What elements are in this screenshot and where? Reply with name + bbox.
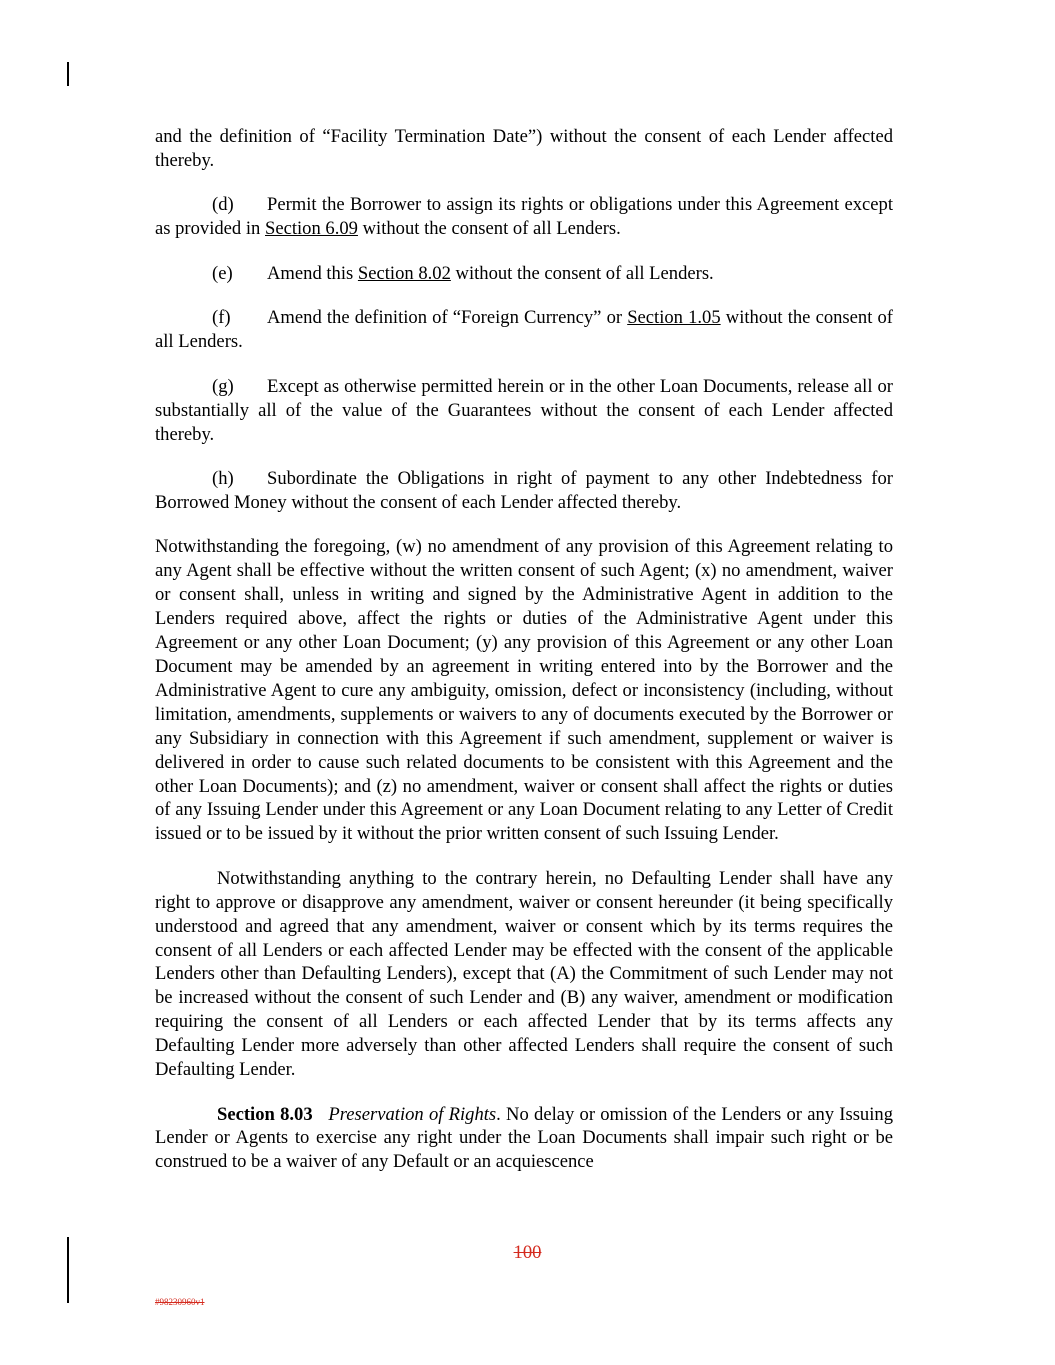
clause-f	[155, 306, 893, 354]
clause-f-text-post: without the consent of all Lenders.	[155, 307, 893, 353]
notwithstanding-foregoing-paragraph: Notwithstanding the foregoing, (w) no amendment of any provision of this Agreement relating to any Agent shall be effective without the written consent of such Agent; (x) no amendment, waiver or consent shall, unless in writing and signed by the Administrative Agent in addition to the Lenders required above, affect the rights or duties of the Administrative Agent under this Agreement or any other Loan Document; (y) any provision of this Agreement or any other Loan Document may be amended by an agreement in writing entered into by the Borrower and the Administrative Agent to cure any ambiguity, omission, defect or inconsistency (including, without limitation, amendments, supplements or waivers to any of documents executed by the Borrower or any Subsidiary in connection with this Agreement if such amendment, supplement or waiver is delivered in order to cause such related documents to be consistent with this Agreement and the other Loan Documents); and (z) no amendment, waiver or consent shall affect the rights or duties of any Issuing Lender under this Agreement or any Loan Document relating to any Letter of Credit issued or to be issued by it without the prior written consent of such Issuing Lender.	[155, 536, 893, 845]
clause-d	[155, 193, 893, 241]
clause-d-text-post: without the consent of all Lenders.	[357, 218, 621, 240]
clause-g-label: (g)	[212, 375, 234, 397]
document-id: #98230960v1	[155, 1297, 205, 1307]
section-1-05-reference: Section 1.05	[627, 307, 721, 329]
clause-f-label: (f)	[212, 307, 231, 329]
clause-e-label: (e)	[212, 262, 233, 284]
defaulting-lender-paragraph: Notwithstanding anything to the contrary herein, no Defaulting Lender shall have any right to approve or disapprove any amendment, waiver or consent hereunder (it being specifically understood and agreed that any amendment, waiver or consent which by its terms requires the consent of all Lenders or each affected Lender may be effected with the consent of the applicable Lenders other than Defaulting Lenders), except that (A) the Commitment of such Lender may not be increased without the consent of such Lender and (B) any waiver, amendment or modification requiring the consent of all Lenders or each affected Lender that by its terms affects any Defaulting Lender more adversely than other affected Lenders shall require the consent of such Defaulting Lender.	[155, 867, 893, 1081]
document-body	[155, 125, 893, 1195]
clause-e-text-pre: Amend this	[267, 262, 358, 284]
section-8-03-text: . No delay or omission of the Lenders or any Issuing Lender or Agents to exercise any right under the Loan Documents shall impair such right or be construed to be a waiver of any Default or an acquiescence	[155, 1103, 893, 1173]
section-8-02-reference: Section 8.02	[357, 262, 451, 284]
clause-h-text: Subordinate the Obligations in right of payment to any other Indebtedness for Borrowed Money without the consent of each Lender affected thereby.	[155, 468, 893, 513]
section-8-03-heading: Section 8.03	[217, 1103, 313, 1125]
clause-f-text-pre: Amend the definition of “Foreign Currency” or	[267, 307, 628, 329]
clause-d-label: (d)	[212, 194, 234, 216]
clause-h-label: (h)	[212, 468, 234, 490]
clause-h	[155, 467, 893, 515]
clause-g	[155, 375, 893, 447]
section-8-03-paragraph	[155, 1103, 893, 1175]
change-bar-top	[67, 62, 69, 86]
page-number: 100	[513, 1242, 542, 1263]
section-6-09-reference: Section 6.09	[265, 218, 358, 240]
clause-e-text-post: without the consent of all Lenders.	[450, 262, 714, 284]
section-8-03-title: Preservation of Rights	[328, 1103, 497, 1125]
clause-e	[155, 262, 893, 286]
paragraph-continuation: and the definition of “Facility Termination Date”) without the consent of each Lender affected thereby.	[155, 126, 893, 171]
clause-d-text-pre: Permit the Borrower to assign its rights or obligations under this Agreement except as provided in	[155, 194, 893, 240]
clause-g-text: Except as otherwise permitted herein or in the other Loan Documents, release all or substantially all of the value of the Guarantees without the consent of each Lender affected thereby.	[155, 375, 893, 445]
